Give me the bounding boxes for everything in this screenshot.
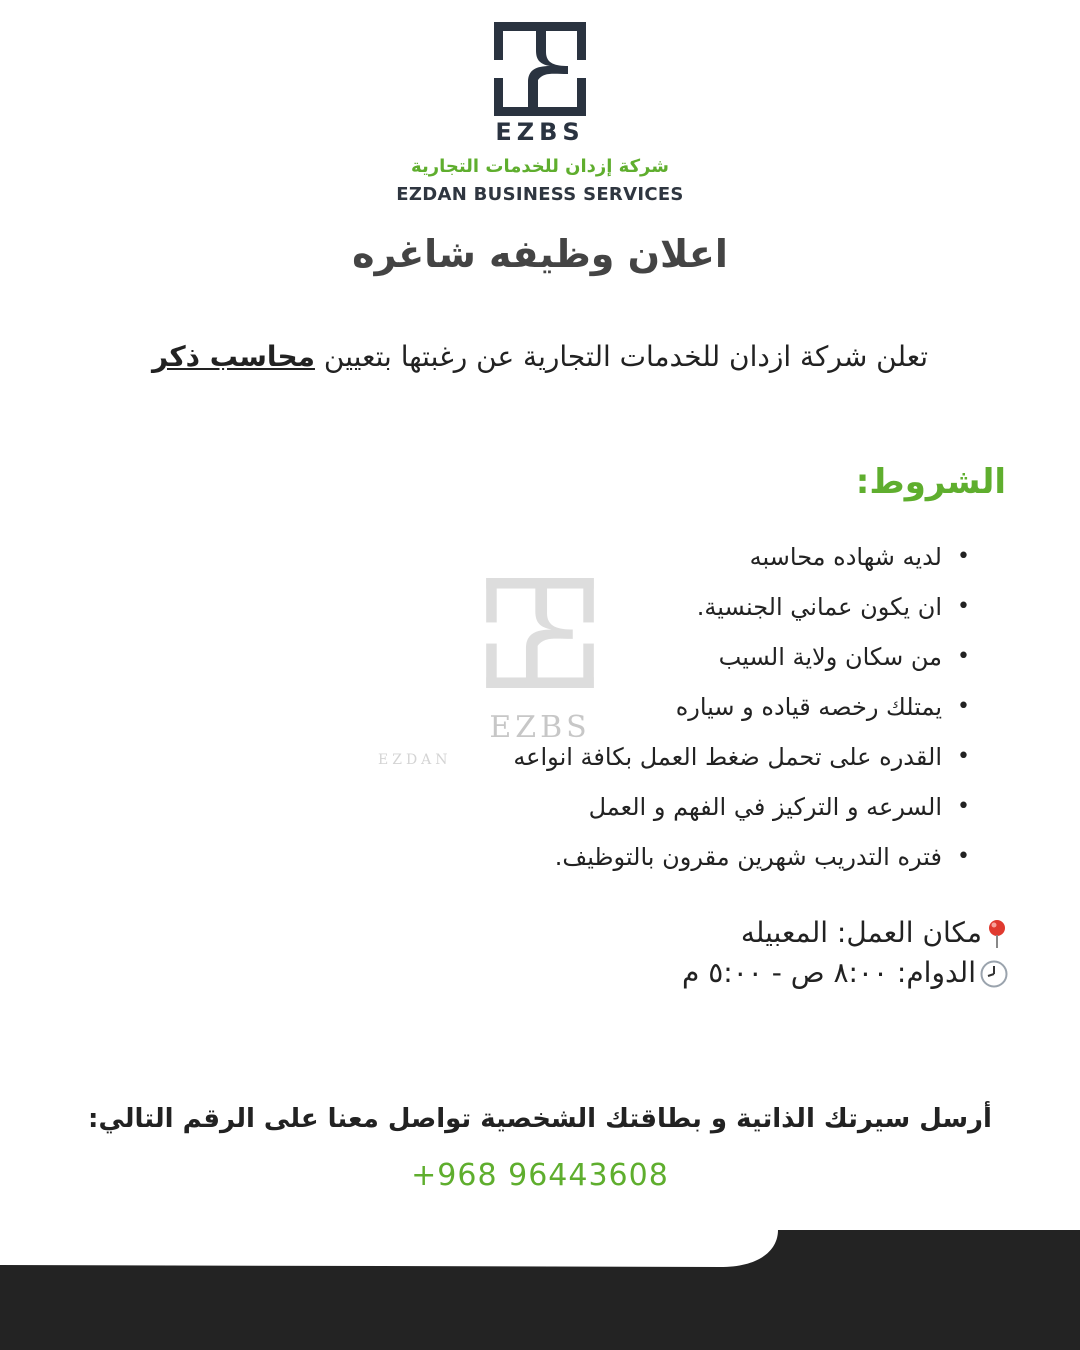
- intro-text: تعلن شركة ازدان للخدمات التجارية عن رغبتها بتعيين: [323, 340, 929, 373]
- brand-name-english: EZDAN BUSINESS SERVICES: [396, 184, 684, 205]
- watermark-abbreviation: EZBS: [489, 710, 591, 745]
- pin-icon: [986, 919, 1008, 949]
- condition-item: • القدره على تحمل ضغط العمل بكافة انواعه: [513, 743, 970, 771]
- condition-item: • فتره التدريب شهرين مقرون بالتوظيف.: [554, 843, 970, 871]
- condition-item: • لديه شهاده محاسبه: [749, 543, 970, 571]
- clock-icon: [980, 960, 1008, 988]
- conditions-list: [242, 532, 970, 882]
- intro-paragraph: [150, 340, 930, 373]
- ezbs-logo-icon: [494, 22, 586, 116]
- conditions-heading: الشروط:: [855, 462, 1006, 502]
- contact-instructions: أرسل سيرتك الذاتية و بطاقتك الشخصية تواصل معنا على الرقم التالي:: [88, 1104, 992, 1134]
- condition-item: • ان يكون عماني الجنسية.: [696, 593, 970, 621]
- brand-abbreviation: EZBS: [495, 118, 585, 146]
- condition-item: • يمتلك رخصه قياده و سياره: [675, 693, 970, 721]
- footer-band: [0, 1205, 1080, 1350]
- work-hours: الدوام: ٨:٠٠ ص - ٥:٠٠ م: [682, 956, 1008, 989]
- condition-item: • من سكان ولاية السيب: [718, 643, 970, 671]
- page-title: اعلان وظيفه شاغره: [352, 232, 728, 276]
- watermark-english: EZDAN: [378, 752, 452, 768]
- brand-name-arabic: شركة إزدان للخدمات التجارية: [411, 156, 669, 177]
- condition-item: • السرعه و التركيز في الفهم و العمل: [588, 793, 970, 821]
- job-title: محاسب ذكر: [151, 340, 315, 373]
- phone-number[interactable]: +968 96443608: [411, 1158, 669, 1193]
- work-place: مكان العمل: المعبيله: [741, 916, 1008, 949]
